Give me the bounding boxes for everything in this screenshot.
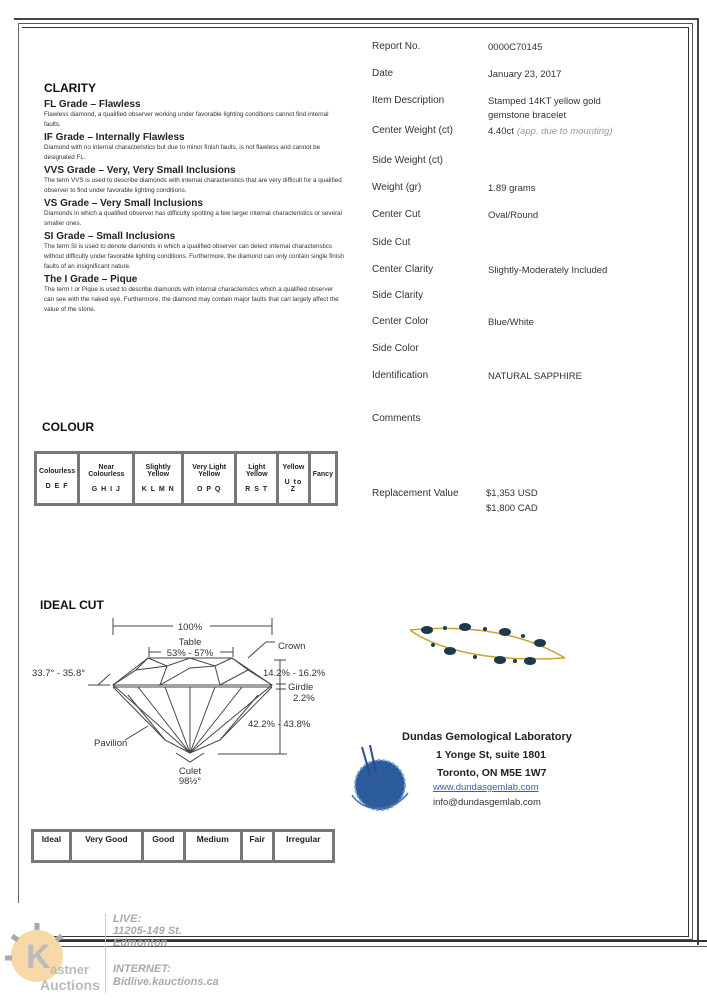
field-label: Center Weight (ct) [372, 125, 453, 136]
field-label: Center Cut [372, 209, 421, 220]
field-value [488, 265, 607, 276]
live-address-1: 11205-149 St. [113, 925, 182, 937]
culet-label: Culet [178, 766, 202, 777]
live-label: LIVE: [113, 913, 142, 925]
bracelet-photo [405, 618, 570, 673]
colour-cell [184, 454, 234, 503]
clarity-grade-title: SI Grade – Small Inclusions [44, 231, 176, 242]
width-label: 100% [177, 622, 203, 633]
cut-grade-cell: Irregular [275, 832, 332, 860]
field-label: Side Weight (ct) [372, 155, 443, 166]
footer-live [113, 913, 182, 949]
ideal-cut-heading: IDEAL CUT [40, 598, 104, 612]
colour-name: Yellow [282, 464, 305, 471]
colour-grades: O P Q [196, 486, 222, 493]
cut-grade-cell: Good [144, 832, 183, 860]
colour-grades: U to Z [284, 479, 303, 493]
lab-address-1: 1 Yonge St, suite 1801 [436, 749, 546, 761]
girdle-value: 2.2% [293, 693, 315, 704]
field-value [488, 69, 561, 80]
replacement-value-label: Replacement Value [372, 488, 459, 499]
colour-grades: D E F [45, 482, 69, 490]
table-label: Table [178, 637, 202, 648]
clarity-grade-description: The term I or Pique is used to describe diamonds with internal characteristics which a qualified observer can see with the naked eye. Furthermore, the diamond may contain major faults that can largely affect the value of the stone. [44, 286, 339, 313]
lab-name: Dundas Gemological Laboratory [402, 731, 572, 743]
field-label: Side Cut [372, 237, 411, 248]
field-label: Identification [372, 370, 429, 381]
field-label: Date [372, 68, 394, 79]
cut-grade-cell: Very Good [72, 832, 141, 860]
cut-grade-cell: Ideal [34, 832, 69, 860]
clarity-grade-description: The term SI is used to denote diamonds in which a qualified observer can detect internal characteristics without difficulty under favorable lighting conditions. Furthermore, the diamond can only contain single finish faults of an insignificant nature. [44, 243, 344, 270]
field-value-text: NATURAL SAPPHIRE [488, 371, 582, 382]
pavilion-depth-label: 42.2% - 43.8% [248, 719, 311, 730]
field-value [488, 317, 534, 328]
clarity-grade-description: The term VVS is used to describe diamonds with internal characteristics that are very difficult for a qualified observer to find under favorable lighting conditions. [44, 177, 342, 194]
lab-address-2: Toronto, ON M5E 1W7 [437, 767, 547, 779]
field-value-line2: gemstone bracelet [488, 110, 567, 121]
colour-name: Light Yellow [245, 464, 268, 478]
field-value-text: Slightly-Moderately Included [488, 265, 608, 276]
kastner-auctions-logo [2, 918, 102, 996]
field-label: Center Color [372, 316, 429, 327]
field-value [488, 126, 612, 137]
cut-grade-table [31, 829, 335, 863]
clarity-grade-title: VS Grade – Very Small Inclusions [44, 198, 203, 209]
colour-grades: K L M N [141, 486, 175, 493]
culet-value: 98½° [178, 776, 202, 787]
lab-globe-logo [350, 745, 412, 813]
field-label: Weight (gr) [372, 182, 422, 193]
table-value: 53% - 57% [166, 648, 214, 659]
left-border [18, 23, 19, 903]
field-value-text: January 23, 2017 [488, 69, 562, 80]
clarity-grade-title: VVS Grade – Very, Very Small Inclusions [44, 165, 236, 176]
field-value [488, 42, 542, 53]
colour-scale-table [34, 451, 338, 506]
field-value-text: 4.40ct [488, 126, 514, 137]
colour-cell [279, 454, 308, 503]
crown-label: Crown [278, 641, 306, 652]
colour-cell [37, 454, 77, 503]
colour-name: Very Light Yellow [192, 464, 227, 478]
live-address-2: Edmonton [113, 937, 168, 949]
clarity-grades [44, 97, 344, 315]
internet-label: INTERNET: [113, 963, 171, 975]
svg-text:K: K [26, 938, 51, 976]
colour-name: Colourless [39, 467, 76, 475]
field-value [488, 371, 582, 382]
field-label: Side Color [372, 343, 419, 354]
colour-name: Slightly Yellow [145, 464, 171, 478]
clarity-grade-description: Diamond with no internal characteristics but due to minor finish faults, is not flawless and cannot be designated FL. [44, 144, 321, 161]
crown-angle-label: 33.7° - 35.8° [32, 668, 86, 679]
field-value-text: Oval/Round [488, 210, 539, 221]
colour-name: Near Colourless [88, 464, 125, 478]
pavilion-label: Pavilion [94, 738, 128, 749]
field-label: Center Clarity [372, 264, 434, 275]
field-value-text: 0000C70145 [488, 42, 543, 53]
lab-website-link[interactable]: www.dundasgemlab.com [433, 782, 539, 793]
colour-grades: G H I J [91, 486, 121, 493]
footer-divider [105, 913, 106, 993]
field-label: Report No. [372, 41, 421, 52]
internet-url[interactable]: Bidlive.kauctions.ca [113, 976, 219, 988]
lab-email: info@dundasgemlab.com [433, 797, 541, 808]
footer-internet [113, 963, 219, 989]
clarity-grade-title: FL Grade – Flawless [44, 99, 141, 110]
colour-cell [80, 454, 132, 503]
colour-heading: COLOUR [42, 420, 94, 434]
clarity-heading: CLARITY [44, 81, 96, 95]
colour-cell [311, 454, 335, 503]
replacement-value-cad: $1,800 CAD [486, 503, 538, 514]
clarity-grade-title: The I Grade – Pique [44, 274, 138, 285]
field-value [488, 183, 536, 194]
field-value-text: 1.89 grams [488, 183, 536, 194]
field-label: Side Clarity [372, 290, 424, 301]
colour-name: Fancy [312, 471, 333, 478]
svg-text:astner: astner [50, 962, 90, 977]
cut-grade-cell: Medium [186, 832, 240, 860]
girdle-label: Girdle [288, 682, 314, 693]
clarity-grade-description: Diamonds in which a qualified observer has difficulty spotting a few larger internal characteristics or several smaller ones. [44, 210, 343, 227]
diamond-cut-diagram [30, 610, 350, 790]
clarity-grade-description: Flawless diamond, a qualified observer working under favorable lighting conditions cannot find internal faults. [44, 111, 329, 128]
colour-cell [237, 454, 276, 503]
replacement-value-usd: $1,353 USD [486, 488, 538, 499]
cut-grade-cell: Fair [243, 832, 272, 860]
clarity-grade-title: IF Grade – Internally Flawless [44, 132, 185, 143]
field-value-text: Blue/White [488, 317, 534, 328]
field-label: Item Description [372, 95, 445, 106]
comments-label: Comments [372, 413, 421, 424]
colour-grades: R S T [245, 486, 269, 493]
field-value [488, 96, 601, 121]
field-value-note: (app. due to mounting) [516, 126, 613, 137]
crown-height-label: 14.2% - 16.2% [263, 668, 326, 679]
field-value [488, 210, 538, 221]
colour-cell [135, 454, 181, 503]
field-value-text: Stamped 14KT yellow gold [488, 96, 601, 107]
svg-text:Auctions: Auctions [40, 977, 100, 993]
